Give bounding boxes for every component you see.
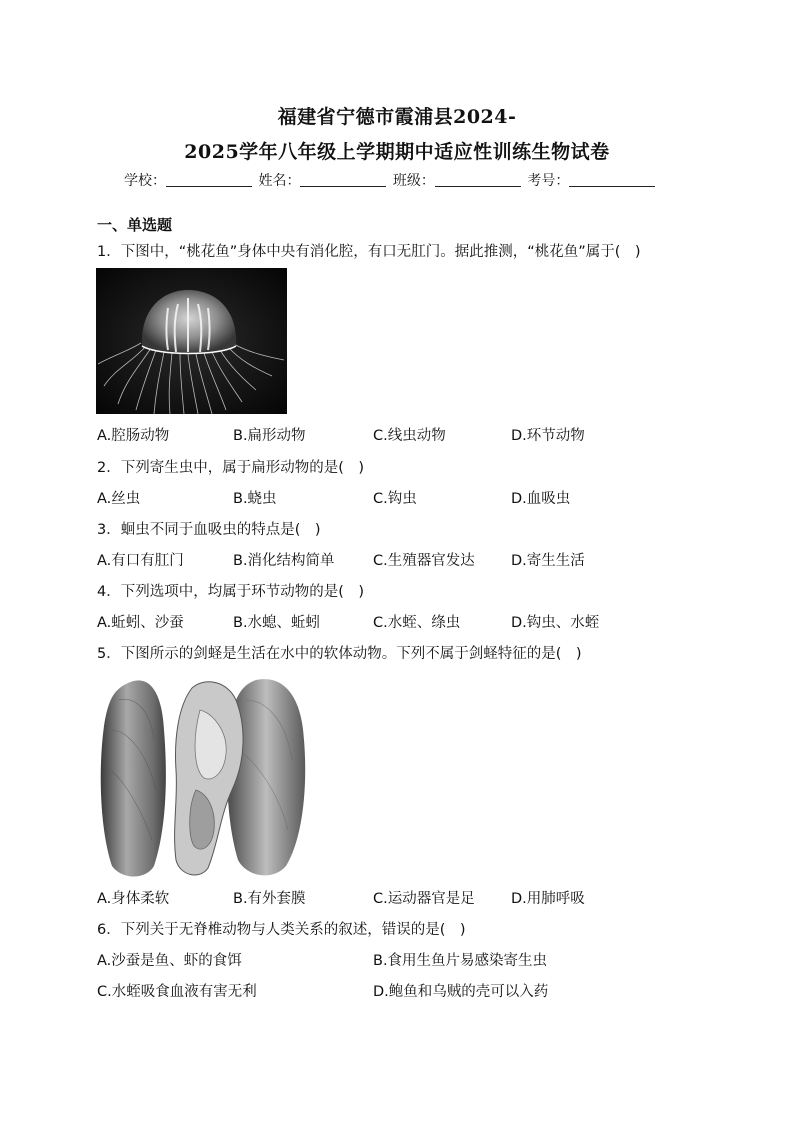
question-1-option-b: B.扁形动物 [233, 428, 306, 444]
section-heading: 一、单选题 [97, 216, 173, 234]
question-4-option-c: C.水蛭、绦虫 [373, 615, 461, 631]
question-3-option-a: A.有口有肛门 [97, 553, 184, 569]
question-1-option-c: C.线虫动物 [373, 428, 446, 444]
question-5-option-b: B.有外套膜 [233, 891, 306, 907]
question-4-option-b: B.水螅、蚯蚓 [233, 615, 321, 631]
question-2-option-c: C.钩虫 [373, 491, 417, 507]
exam-number-blank [569, 174, 655, 187]
question-2-option-d: D.血吸虫 [511, 491, 571, 507]
question-3-option-c: C.生殖器官发达 [373, 553, 475, 569]
question-2-option-a: A.丝虫 [97, 491, 141, 507]
school-blank [166, 174, 252, 187]
question-6-option-c: C.水蛭吸食血液有害无利 [97, 984, 257, 1000]
question-3-option-d: D.寄生生活 [511, 553, 585, 569]
exam-title-line-2: 2025学年八年级上学期期中适应性训练生物试卷 [184, 141, 610, 163]
question-1-stem: 1．下图中，“桃花鱼”身体中央有消化腔，有口无肛门。据此推测，“桃花鱼”属于( ) [97, 244, 641, 260]
question-1-option-d: D.环节动物 [511, 428, 585, 444]
question-6-option-a: A.沙蚕是鱼、虾的食饵 [97, 953, 242, 969]
class-blank [435, 174, 521, 187]
jellyfish-image [96, 268, 287, 414]
question-4-option-d: D.钩虫、水蛭 [511, 615, 600, 631]
question-5-option-c: C.运动器官是足 [373, 891, 475, 907]
question-5-stem: 5．下图所示的剑蛏是生活在水中的软体动物。下列不属于剑蛏特征的是( ) [97, 646, 582, 662]
question-6-option-b: B.食用生鱼片易感染寄生虫 [373, 953, 548, 969]
student-info-row [124, 170, 657, 190]
question-2-option-b: B.蛲虫 [233, 491, 277, 507]
question-5-option-d: D.用肺呼吸 [511, 891, 585, 907]
question-6-option-d: D.鲍鱼和乌贼的壳可以入药 [373, 984, 549, 1000]
question-5-option-a: A.身体柔软 [97, 891, 170, 907]
name-label: 姓名： [258, 173, 301, 189]
question-4-stem: 4．下列选项中，均属于环节动物的是( ) [97, 584, 365, 600]
question-3-option-b: B.消化结构简单 [233, 553, 335, 569]
class-label: 班级： [392, 173, 435, 189]
question-4-option-a: A.蚯蚓、沙蚕 [97, 615, 184, 631]
question-2-stem: 2．下列寄生虫中，属于扁形动物的是( ) [97, 460, 365, 476]
razor-clam-image [96, 670, 326, 880]
school-label: 学校： [124, 173, 166, 189]
exam-number-label: 考号： [527, 173, 570, 189]
question-1-option-a: A.腔肠动物 [97, 428, 170, 444]
name-blank [300, 174, 386, 187]
question-3-stem: 3．蛔虫不同于血吸虫的特点是( ) [97, 522, 321, 538]
exam-title-line-1: 福建省宁德市霞浦县2024- [277, 106, 517, 128]
question-6-stem: 6．下列关于无脊椎动物与人类关系的叙述，错误的是( ) [97, 922, 466, 938]
